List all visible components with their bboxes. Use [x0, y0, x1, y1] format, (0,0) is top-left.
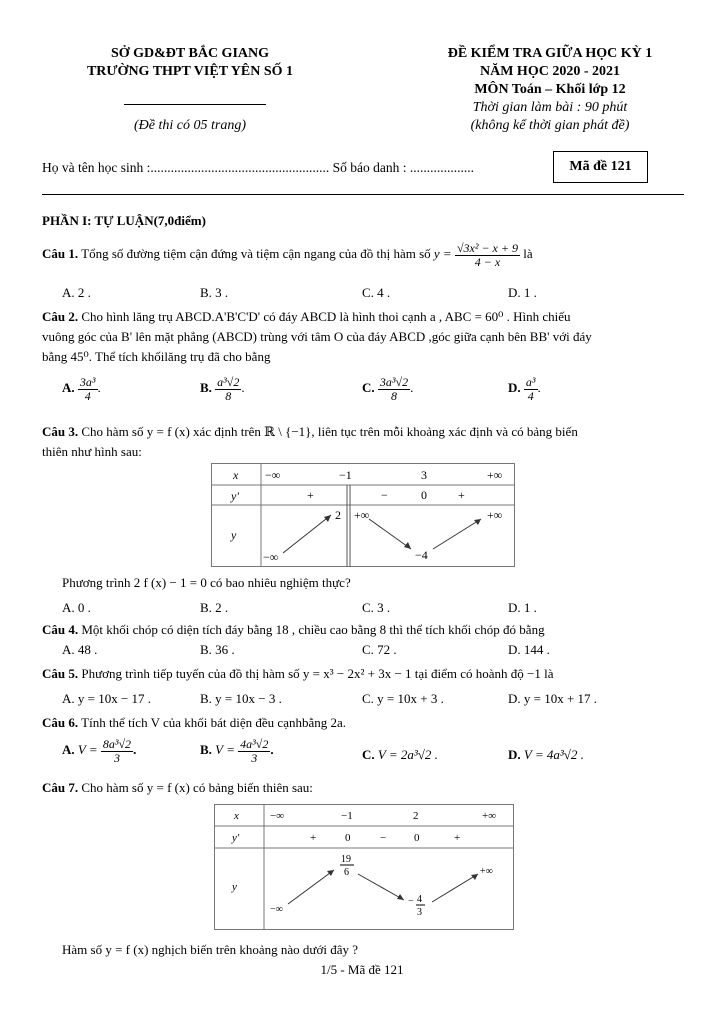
y-min-numerator: 4 — [417, 894, 422, 905]
arrow-head — [471, 874, 478, 880]
question-text-line2: thiên như hình sau: — [42, 444, 142, 459]
x-value: 2 — [413, 810, 419, 822]
x-value: −1 — [339, 468, 352, 482]
sign: 0 — [421, 488, 427, 502]
x-value: +∞ — [487, 468, 503, 482]
y-value: −4 — [415, 548, 428, 562]
question-1 — [42, 242, 684, 268]
y-max-denominator: 6 — [344, 867, 349, 878]
sign: + — [454, 832, 461, 844]
question-text-line2: vuông góc của B' lên mặt phẳng (ABCD) trùng với tâm O của đáy ABCD ,góc giữa cạnh bên BB' với đáy — [42, 329, 592, 344]
x-value: +∞ — [482, 810, 497, 822]
question-label: Câu 2. — [42, 309, 79, 324]
q2-option-a[interactable]: A. $\frac{\text{3a³}}{4}$ . — [62, 375, 101, 403]
q6-option-b[interactable]: B. V = $\frac{\text{4a³√2}}{3}$ . — [200, 737, 274, 765]
q1-option-d[interactable]: D. 1 . — [508, 285, 537, 300]
q3-variation-table-svg — [211, 463, 515, 567]
subject-grade: MÔN Toán – Khối lớp 12 — [474, 82, 626, 97]
fraction-numerator: √3x² − x + 9 — [456, 241, 518, 255]
question-4 — [42, 620, 684, 640]
arrow-head — [474, 519, 481, 525]
question-label: Câu 6. — [42, 715, 79, 730]
header-divider — [124, 104, 266, 105]
exam-code-box: Mã đề 121 — [553, 151, 648, 183]
q3-option-c[interactable]: C. 3 . — [362, 600, 391, 615]
q5-option-c[interactable]: C. y = 10x + 3 . — [362, 691, 444, 706]
q6-option-a[interactable]: A. V = $\frac{\text{8a³√2}}{3}$ . — [62, 737, 137, 765]
arrow-head — [324, 515, 331, 522]
sign: + — [307, 488, 314, 502]
question-2 — [42, 307, 684, 367]
q4-option-a[interactable]: A. 48 . — [62, 642, 98, 657]
q6-option-d[interactable]: D. V = 4a³√2 . — [508, 747, 584, 762]
q4-option-d[interactable]: D. 144 . — [508, 642, 550, 657]
school-year: NĂM HỌC 2020 - 2021 — [480, 64, 620, 79]
question-label: Câu 3. — [42, 424, 79, 439]
q5-option-b[interactable]: B. y = 10x − 3 . — [200, 691, 282, 706]
increase-arrow — [283, 515, 331, 553]
q1-option-c[interactable]: C. 4 . — [362, 285, 391, 300]
decrease-arrow — [358, 874, 404, 900]
q5-option-d[interactable]: D. y = 10x + 17 . — [508, 691, 598, 706]
y-min-denominator: 3 — [417, 907, 422, 918]
q7-variation-table — [214, 804, 514, 934]
question-text: Cho hàm số y = f (x) có bảng biến thiên sau: — [81, 780, 313, 795]
sign: + — [458, 488, 465, 502]
sign: − — [381, 488, 388, 502]
question-text: Tính thể tích V của khối bát diện đều cạnhbằng 2a. — [81, 715, 347, 730]
y-value: −∞ — [263, 550, 279, 564]
decrease-arrow — [369, 519, 411, 549]
increase-arrow — [433, 519, 481, 549]
student-info-line: Họ và tên học sinh :..................................................... Số báo danh : ................... — [42, 160, 474, 175]
q3-variation-table — [211, 463, 515, 571]
q3-question: Phương trình 2 f (x) − 1 = 0 có bao nhiêu nghiệm thực? — [62, 575, 351, 590]
x-label: x — [233, 468, 239, 482]
x-value: −∞ — [270, 810, 285, 822]
q5-option-a[interactable]: A. y = 10x − 17 . — [62, 691, 152, 706]
y-value: +∞ — [354, 508, 370, 522]
question-label: Câu 5. — [42, 666, 79, 681]
y-max-numerator: 19 — [341, 854, 351, 865]
q3-option-b[interactable]: B. 2 . — [200, 600, 229, 615]
y-label: y — [231, 528, 237, 542]
question-text: Một khối chóp có diện tích đáy bằng 18 , chiều cao bằng 8 thì thể tích khối chóp đó bằng — [81, 622, 545, 637]
sign: + — [310, 832, 317, 844]
question-label: Câu 7. — [42, 780, 79, 795]
sign: 0 — [414, 832, 420, 844]
question-7 — [42, 778, 684, 798]
x-value: 3 — [421, 468, 427, 482]
question-tail: là — [523, 246, 533, 262]
x-value: −∞ — [265, 468, 281, 482]
y-left-limit: −∞ — [270, 904, 283, 915]
arrow-head — [404, 542, 411, 549]
question-text-line1: Cho hình lăng trụ ABCD.A'B'C'D' có đáy ABCD là hình thoi cạnh a , ABC = 60⁰ . Hình chiếu — [81, 309, 571, 324]
question-6 — [42, 713, 684, 733]
question-text: Phương trình tiếp tuyến của đồ thị hàm số y = x³ − 2x² + 3x − 1 tại điểm có hoành độ −1 là — [81, 666, 554, 681]
y-label: y — [232, 881, 237, 893]
y-min-minus: − — [408, 896, 414, 907]
q1-option-b[interactable]: B. 3 . — [200, 285, 229, 300]
school-department: SỞ GD&ĐT BẮC GIANG — [110, 46, 270, 61]
arrow-head — [327, 870, 334, 876]
q7-question: Hàm số y = f (x) nghịch biến trên khoảng nào dưới đây ? — [62, 942, 358, 957]
question-3 — [42, 422, 684, 462]
increase-arrow — [288, 870, 334, 904]
exam-title: ĐỀ KIỂM TRA GIỮA HỌC KỲ 1 — [447, 46, 653, 61]
y-right-limit: +∞ — [480, 866, 493, 877]
question-5 — [42, 664, 684, 684]
duration-note: (không kể thời gian phát đề) — [470, 118, 630, 133]
x-value: −1 — [341, 810, 353, 822]
function-lhs: y = — [433, 246, 452, 262]
school-name: TRƯỜNG THPT VIỆT YÊN SỐ 1 — [86, 64, 294, 79]
question-label: Câu 1. — [42, 246, 79, 262]
sign: 0 — [345, 832, 351, 844]
q2-option-c[interactable]: C. $\frac{\text{3a³√2}}{8}$ . — [362, 375, 414, 403]
q3-option-d[interactable]: D. 1 . — [508, 600, 537, 615]
header-separator — [42, 194, 684, 195]
question-label: Câu 4. — [42, 622, 79, 637]
question-text-line1: Cho hàm số y = f (x) xác định trên ℝ \ {−1}, liên tục trên mỗi khoảng xác định và có bảng biến — [81, 424, 578, 439]
q2-option-b[interactable]: B. $\frac{\text{a³√2}}{8}$ . — [200, 375, 245, 403]
section-title: PHẦN I: TỰ LUẬN(7,0điểm) — [42, 213, 206, 228]
page-count-note: (Đề thi có 05 trang) — [134, 118, 246, 133]
x-label: x — [234, 810, 239, 822]
increase-arrow — [432, 874, 478, 902]
y-value: 2 — [335, 508, 341, 522]
q6-option-c[interactable]: C. V = 2a³√2 . — [362, 747, 438, 762]
y-value: +∞ — [487, 508, 503, 522]
question-text-line3: bằng 45⁰. Thể tích khốilăng trụ đã cho bằng — [42, 349, 271, 364]
q2-option-d[interactable]: D. $\frac{\text{a³}}{4}$ . — [508, 375, 541, 403]
question-text: Tổng số đường tiệm cận đứng và tiệm cận ngang của đồ thị hàm số — [81, 246, 431, 262]
sign: − — [380, 832, 387, 844]
fraction-denominator: 4 − x — [474, 254, 501, 269]
q7-variation-table-svg — [214, 804, 514, 930]
yprime-label: y' — [232, 832, 240, 844]
yprime-label: y' — [231, 489, 239, 503]
table-border — [215, 805, 514, 930]
q3-option-a[interactable]: A. 0 . — [62, 600, 91, 615]
q4-option-b[interactable]: B. 36 . — [200, 642, 235, 657]
exam-duration: Thời gian làm bài : 90 phút — [472, 100, 628, 115]
q4-option-c[interactable]: C. 72 . — [362, 642, 397, 657]
q1-option-a[interactable]: A. 2 . — [62, 285, 91, 300]
page-footer: 1/5 - Mã đề 121 — [320, 962, 404, 977]
function-fraction — [455, 242, 520, 268]
